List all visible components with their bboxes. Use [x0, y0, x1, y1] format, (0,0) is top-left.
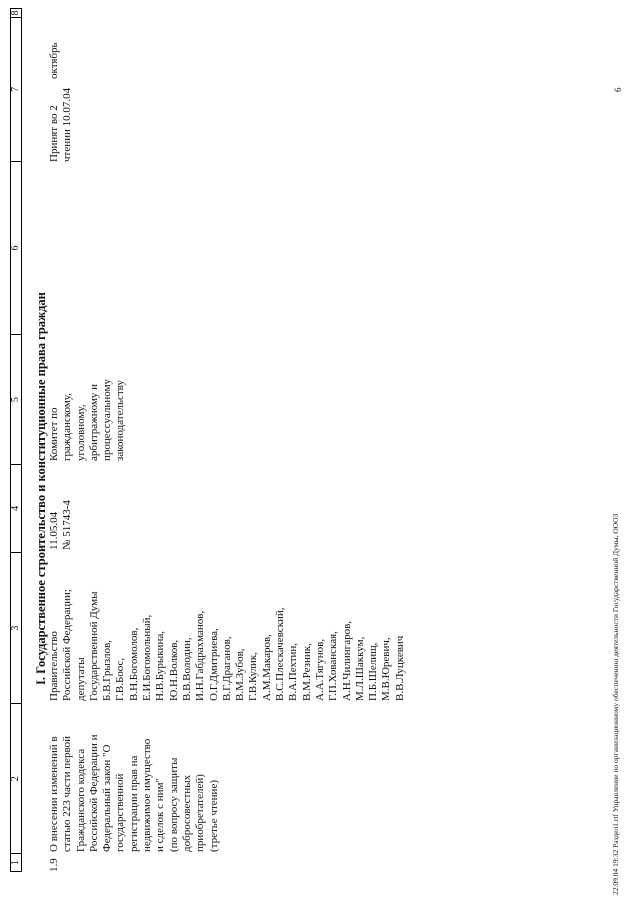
registration-info: 11.05.04 № 51743-4 — [48, 500, 74, 550]
initiators-list: Правительство Российской Федерации; депутаты Государственной Думы Б.В.Грызлов, Г.В.Боос, В.Н.Богомолов, Е.И.Богомольный, Н.В.Бурыкина, Ю.Н.Волков, В.В.Володин, И.Н.Габдрахманов, О.Г.Дмитриева, В.Г.Драганов, В.М.Зубов, Г.В.Кулик, А.М.Макаров, В.С.Плескачевский, В.А.Пехтин, В.М.Резник, А.А.Тягунов, Г.П.Хованская, А.Н.Чилингаров, М.Л.Шаккум, П.Б.Шелищ, М.В.Юревич, В.В.Луцкевич — [48, 589, 406, 701]
bill-status: Принят во 2 чтении 10.07.04 — [48, 87, 74, 162]
document-footer: 22.09.04 19:32 Раздел1.rtf Управление по организационному обеспечению деятельности Государственной Думы, ООО3 — [611, 513, 620, 895]
bill-title: О внесении изменений в статью 223 части первой Гражданского кодекса Российской Федерации и Федеральный закон "О государственной регистрации прав на недвижимое имущество и сделок с ним" (по вопросу защиты добросовестных приобретателей) (третье чтение) — [48, 734, 220, 852]
column-header: 1 — [11, 853, 21, 871]
section-title: I. Государственное строительство и конституционные права граждан — [34, 292, 48, 685]
column-header: 5 — [11, 334, 21, 464]
column-header: 4 — [11, 464, 21, 552]
row-number: 1.9 — [48, 858, 60, 872]
column-header: 2 — [11, 703, 21, 853]
column-number-header — [10, 8, 22, 872]
column-header: 6 — [11, 161, 21, 335]
responsible-committee: Комитет по гражданскому, уголовному, арбитражному и процессуальному законодательству — [48, 378, 127, 461]
column-header: 8 — [10, 10, 21, 16]
page-number: 6 — [613, 87, 623, 92]
scheduled-month: октябрь — [48, 42, 60, 79]
column-header: 7 — [11, 17, 21, 161]
column-header: 3 — [11, 552, 21, 704]
